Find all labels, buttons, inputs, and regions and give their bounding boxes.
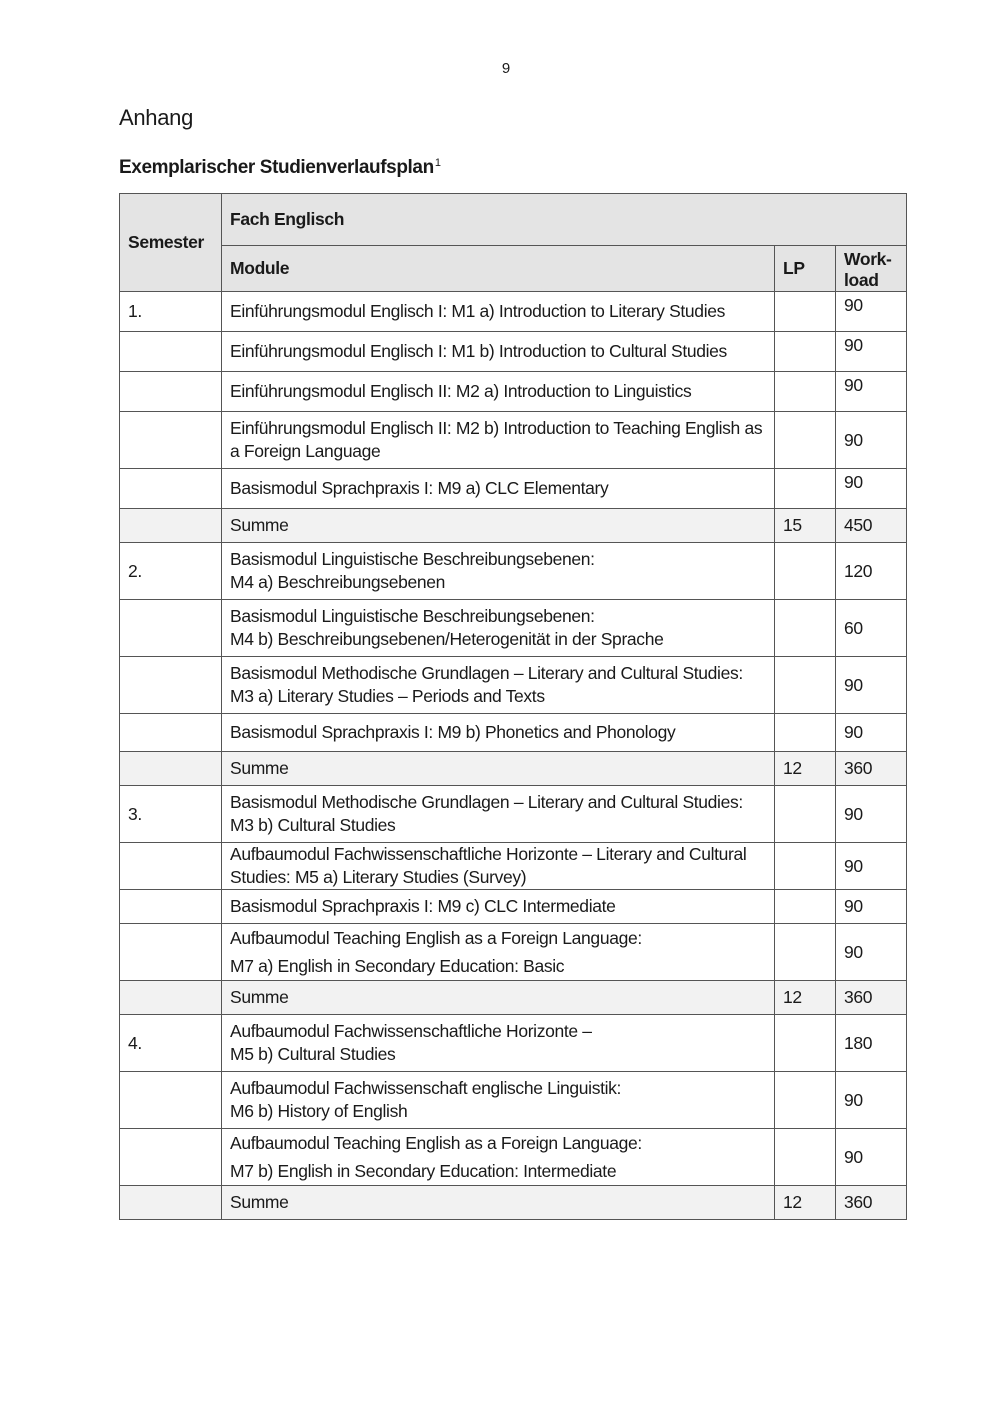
- sum-workload: 360: [836, 1186, 907, 1220]
- lp-cell: [775, 1015, 836, 1072]
- semester-cell: 3.: [120, 786, 222, 843]
- module-text: Aufbaumodul Fachwissenschaftliche Horizonte –: [230, 1021, 592, 1041]
- sum-label: Summe: [222, 981, 775, 1015]
- module-row: [120, 714, 907, 752]
- lp-cell: [775, 714, 836, 752]
- table-title-text: Exemplarischer Studienverlaufsplan: [119, 157, 434, 178]
- workload-cell: 90: [836, 924, 907, 981]
- workload-header: Work-load: [836, 246, 907, 292]
- lp-cell: [775, 1129, 836, 1186]
- semester-header: Semester: [120, 194, 222, 292]
- module-row: [120, 543, 907, 600]
- subject-header: Fach Englisch: [222, 194, 907, 246]
- module-cell: [222, 543, 775, 600]
- lp-cell: [775, 469, 836, 509]
- workload-cell: 90: [836, 332, 907, 372]
- module-text: Basismodul Linguistische Beschreibungsebenen:: [230, 606, 595, 626]
- module-cell: [222, 714, 775, 752]
- module-text: M7 b) English in Secondary Education: Intermediate: [230, 1160, 617, 1181]
- table-title: [119, 157, 441, 179]
- lp-cell: [775, 843, 836, 890]
- module-text: M4 b) Beschreibungsebenen/Heterogenität in der Sprache: [230, 629, 664, 649]
- workload-cell: 90: [836, 786, 907, 843]
- module-text: Einführungsmodul Englisch I: M1 b) Introduction to Cultural Studies: [230, 341, 727, 361]
- lp-cell: [775, 924, 836, 981]
- module-row: [120, 924, 907, 981]
- module-row: [120, 412, 907, 469]
- module-row: [120, 1015, 907, 1072]
- module-cell: [222, 469, 775, 509]
- semester-cell: [120, 332, 222, 372]
- semester-cell: [120, 890, 222, 924]
- lp-cell: [775, 786, 836, 843]
- lp-cell: [775, 372, 836, 412]
- sum-lp: 12: [775, 752, 836, 786]
- workload-cell: 90: [836, 412, 907, 469]
- module-text: Basismodul Sprachpraxis I: M9 a) CLC Elementary: [230, 478, 609, 498]
- workload-cell: 90: [836, 372, 907, 412]
- module-cell: [222, 1015, 775, 1072]
- semester-cell: [120, 1129, 222, 1186]
- footnote-marker: 1: [434, 157, 441, 169]
- module-text: Basismodul Linguistische Beschreibungsebenen:: [230, 549, 595, 569]
- module-text: M3 a) Literary Studies – Periods and Texts: [230, 686, 545, 706]
- sum-lp: 12: [775, 1186, 836, 1220]
- module-cell: [222, 412, 775, 469]
- semester-cell: [120, 469, 222, 509]
- sum-workload: 450: [836, 509, 907, 543]
- workload-cell: 90: [836, 469, 907, 509]
- workload-cell: 90: [836, 1129, 907, 1186]
- module-text: Basismodul Sprachpraxis I: M9 b) Phonetics and Phonology: [230, 722, 676, 742]
- module-text: M3 b) Cultural Studies: [230, 815, 396, 835]
- module-row: [120, 372, 907, 412]
- module-text: Einführungsmodul Englisch II: M2 b) Introduction to Teaching English as a Foreign Language: [230, 418, 763, 461]
- sum-semester-cell: [120, 981, 222, 1015]
- workload-cell: 180: [836, 1015, 907, 1072]
- sum-semester-cell: [120, 509, 222, 543]
- module-cell: [222, 924, 775, 981]
- lp-cell: [775, 412, 836, 469]
- module-text: M7 a) English in Secondary Education: Basic: [230, 955, 565, 976]
- module-row: [120, 1129, 907, 1186]
- lp-cell: [775, 332, 836, 372]
- semester-cell: [120, 924, 222, 981]
- module-row: [120, 332, 907, 372]
- sum-semester-cell: [120, 752, 222, 786]
- sum-row: [120, 752, 907, 786]
- module-cell: [222, 292, 775, 332]
- module-text: Aufbaumodul Fachwissenschaft englische Linguistik:: [230, 1078, 622, 1098]
- workload-cell: 90: [836, 657, 907, 714]
- page-number: 9: [501, 60, 511, 77]
- module-text: Aufbaumodul Teaching English as a Foreign Language:: [230, 1132, 642, 1153]
- workload-cell: 90: [836, 714, 907, 752]
- lp-header: LP: [775, 246, 836, 292]
- module-cell: [222, 372, 775, 412]
- module-text: Aufbaumodul Teaching English as a Foreign Language:: [230, 927, 642, 948]
- sum-label: Summe: [222, 509, 775, 543]
- module-text: Einführungsmodul Englisch I: M1 a) Introduction to Literary Studies: [230, 301, 726, 321]
- sum-workload: 360: [836, 752, 907, 786]
- sum-semester-cell: [120, 1186, 222, 1220]
- workload-cell: 90: [836, 890, 907, 924]
- module-text: M6 b) History of English: [230, 1101, 408, 1121]
- workload-cell: 90: [836, 1072, 907, 1129]
- module-cell: [222, 332, 775, 372]
- workload-cell: 60: [836, 600, 907, 657]
- module-row: [120, 843, 907, 890]
- module-cell: [222, 1072, 775, 1129]
- workload-cell: 90: [836, 292, 907, 332]
- module-row: [120, 469, 907, 509]
- sum-lp: 12: [775, 981, 836, 1015]
- module-cell: [222, 600, 775, 657]
- semester-cell: 4.: [120, 1015, 222, 1072]
- section-title: Anhang: [119, 105, 194, 130]
- study-plan-table: [119, 193, 907, 1220]
- semester-cell: [120, 412, 222, 469]
- lp-cell: [775, 600, 836, 657]
- module-text: Basismodul Methodische Grundlagen – Literary and Cultural Studies:: [230, 792, 743, 812]
- sum-row: [120, 1186, 907, 1220]
- semester-cell: [120, 657, 222, 714]
- lp-cell: [775, 292, 836, 332]
- sum-label: Summe: [222, 752, 775, 786]
- lp-cell: [775, 1072, 836, 1129]
- semester-cell: [120, 600, 222, 657]
- module-text: Einführungsmodul Englisch II: M2 a) Introduction to Linguistics: [230, 381, 692, 401]
- workload-cell: 90: [836, 843, 907, 890]
- sum-label: Summe: [222, 1186, 775, 1220]
- module-text: Aufbaumodul Fachwissenschaftliche Horizonte – Literary and Cultural Studies: M5 a) Literary Studies (Survey): [230, 844, 747, 887]
- sum-row: [120, 981, 907, 1015]
- semester-cell: [120, 372, 222, 412]
- module-row: [120, 1072, 907, 1129]
- module-row: [120, 600, 907, 657]
- module-cell: [222, 890, 775, 924]
- module-cell: [222, 657, 775, 714]
- semester-cell: 1.: [120, 292, 222, 332]
- module-text: Basismodul Methodische Grundlagen – Literary and Cultural Studies:: [230, 663, 743, 683]
- sum-lp: 15: [775, 509, 836, 543]
- study-plan-body: [120, 292, 907, 1220]
- module-cell: [222, 786, 775, 843]
- module-row: [120, 786, 907, 843]
- module-cell: [222, 843, 775, 890]
- module-row: [120, 657, 907, 714]
- module-text: M4 a) Beschreibungsebenen: [230, 572, 446, 592]
- lp-cell: [775, 543, 836, 600]
- module-text: M5 b) Cultural Studies: [230, 1044, 396, 1064]
- lp-cell: [775, 657, 836, 714]
- semester-cell: [120, 843, 222, 890]
- semester-cell: 2.: [120, 543, 222, 600]
- workload-cell: 120: [836, 543, 907, 600]
- sum-row: [120, 509, 907, 543]
- module-row: [120, 890, 907, 924]
- lp-cell: [775, 890, 836, 924]
- semester-cell: [120, 1072, 222, 1129]
- semester-cell: [120, 714, 222, 752]
- module-row: [120, 292, 907, 332]
- sum-workload: 360: [836, 981, 907, 1015]
- module-cell: [222, 1129, 775, 1186]
- module-header: Module: [222, 246, 775, 292]
- module-text: Basismodul Sprachpraxis I: M9 c) CLC Intermediate: [230, 896, 616, 916]
